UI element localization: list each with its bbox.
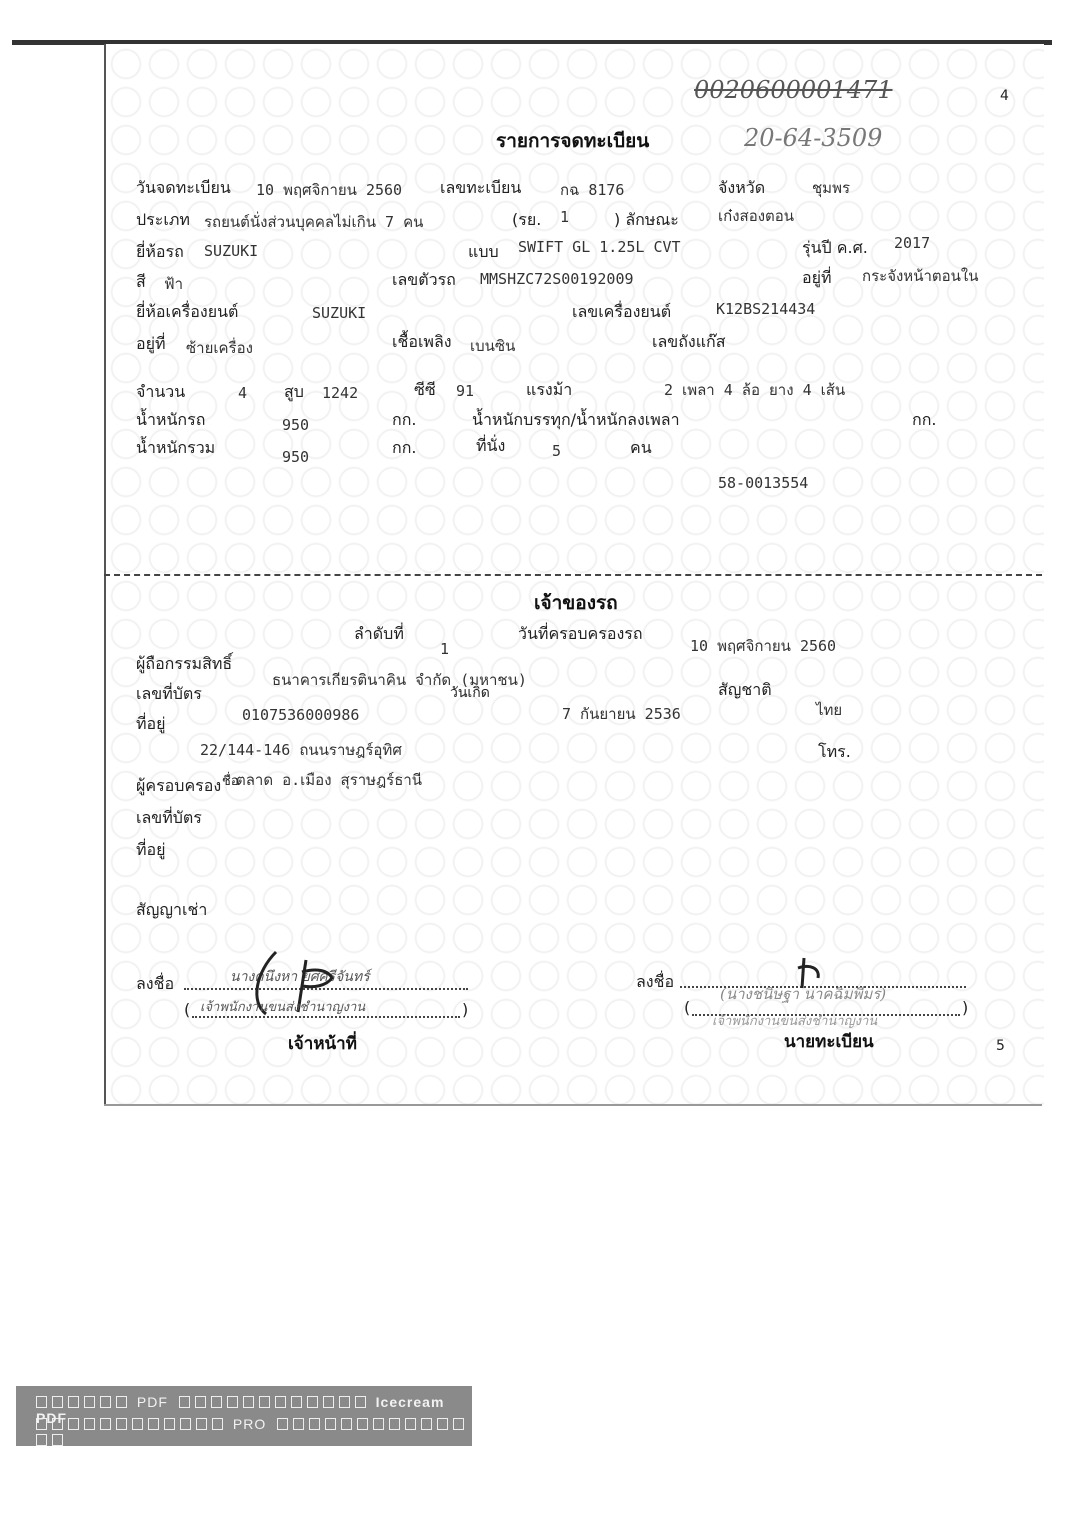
count-value: 4 [238,384,248,402]
color-value: ฟ้า [164,275,184,293]
holder-label: ผู้ถือกรรมสิทธิ์ [136,654,233,673]
right-paren-close: ) [962,998,969,1017]
gas-tank-label: เลขถังแก๊ส [652,332,726,351]
engine-no-value: K12BS214434 [716,300,816,318]
watermark-line-2 [36,1416,472,1448]
handwritten-date: 20-64-3509 [744,124,883,152]
engine-brand-label: ยี่ห้อเครื่องยนต์ [136,302,239,321]
province-label: จังหวัด [718,178,766,197]
icecream-watermark [16,1386,472,1446]
gross-weight-label: น้ำหนักรวม [136,438,216,457]
year-value: 2017 [894,234,931,252]
right-paren-open: ( [684,998,691,1017]
kg-label-3: กก. [392,438,417,457]
count-label: จำนวน [136,382,186,401]
color-label: สี [136,272,146,291]
occupant-address-label: ที่อยู่ [136,840,166,859]
engine-location-value: ซ้ายเครื่อง [186,339,253,357]
vin-location-value: กระจังหน้าตอนใน [862,267,979,285]
fuel-value: เบนซิน [470,337,516,355]
year-label: รุ่นปี ค.ศ. [802,238,868,257]
right-signer-position: เจ้าพนักงานขนส่งชำนาญงาน [712,1014,878,1029]
watermark-pdf: PDF [136,1394,168,1410]
watermark-brand: Icecream PDF [36,1394,445,1426]
seq-value: 1 [440,640,450,658]
phone-label: โทร. [818,742,851,761]
style-value: เก๋งสองตอน [718,207,795,225]
right-signer-name: (นางชนิษฐา นาคฉิมพีมร) [720,985,887,1003]
occupant-label: ผู้ครอบครอง [136,776,222,795]
brand-label: ยี่ห้อรถ [136,242,184,261]
seats-value: 5 [552,442,562,460]
left-signer-name: นางคนึงหา ยศศรีจันทร์ [230,969,370,985]
cylinder-label: สูบ [284,382,304,401]
load-weight-label: น้ำหนักบรรทุก/น้ำหนักลงเพลา [472,410,680,429]
page-number-top: 4 [1000,88,1009,104]
lease-contract-label: สัญญาเช่า [136,900,208,919]
address-line-2: ตลาด อ.เมือง สุราษฎร์ธานี [236,771,423,789]
plate-label: เลขทะเบียน [440,178,522,197]
occupant-name-label: ชื่อ [222,774,239,789]
vin-value: MMSHZC72S00192009 [480,270,634,288]
horsepower-label: แรงม้า [526,380,573,399]
vin-label: เลขตัวรถ [392,270,456,289]
style-label: ) ลักษณะ [614,210,679,229]
kg-label-2: กก. [912,410,937,429]
type-label: ประเภท [136,210,190,229]
plate-value: กฉ 8176 [560,181,625,199]
weight-value: 950 [282,416,310,434]
province-value: ชุมพร [812,179,851,197]
model-value: SWIFT GL 1.25L CVT [518,238,681,256]
left-paren-close: ) [462,1000,469,1019]
model-label: แบบ [468,242,499,261]
type-value: รถยนต์นั่งส่วนบุคคลไม่เกิน 7 คน [204,213,424,231]
left-sign-label: ลงชื่อ [136,974,175,993]
id-card-label: เลขที่บัตร [136,684,202,703]
left-signer-role: เจ้าหน้าที่ [288,1034,357,1054]
cc-value: 91 [456,382,475,400]
axle-text: 2 เพลา 4 ล้อ ยาง 4 เส้น [664,381,846,399]
cc-label: ซีซี [414,380,436,399]
seats-unit: คน [630,438,652,457]
occupant-id-label: เลขที่บัตร [136,808,202,827]
birth-label: วันเกิด [450,685,490,701]
engine-no-label: เลขเครื่องยนต์ [572,302,672,321]
id-card-value: 0107536000986 [242,706,360,724]
address-label: ที่อยู่ [136,714,166,733]
left-signer-position: เจ้าพนักงานขนส่งชำนาญงาน [200,1000,366,1015]
address-line-1: 22/144-146 ถนนราษฎร์อุทิศ [200,741,402,759]
engine-location-label: อยู่ที่ [136,334,166,353]
watermark-pro: PRO [232,1416,267,1432]
weight-label: น้ำหนักรถ [136,410,206,429]
seq-label: ลำดับที่ [354,624,404,643]
brand-value: SUZUKI [204,242,259,260]
document-number: 0020600001471 [694,76,893,104]
kg-label-1: กก. [392,410,417,429]
seats-label: ที่นั่ง [476,436,506,455]
reg-date-value: 10 พฤศจิกายน 2560 [256,181,403,199]
owner-section-title: เจ้าของรถ [534,592,618,614]
reg-date-label: วันจดทะเบียน [136,178,231,197]
gross-weight-value: 950 [282,448,310,466]
possession-date-label: วันที่ครอบครองรถ [518,624,643,643]
cylinder-value: 1242 [322,384,359,402]
ry-label: (รย. [512,210,542,229]
ry-value: 1 [560,208,570,226]
holder-name: ธนาคารเกียรตินาคิน จำกัด (มหาชน) [272,671,527,689]
nationality-label: สัญชาติ [718,680,772,699]
right-signature-mark [790,954,830,994]
left-paren-open: ( [184,1000,191,1019]
page-title: รายการจดทะเบียน [496,130,650,152]
birth-value: 7 กันยายน 2536 [562,705,681,723]
nationality-value: ไทย [816,701,843,719]
perforation-line [104,574,1042,576]
right-sign-label: ลงชื่อ [636,972,675,991]
page-number-bottom: 5 [996,1038,1005,1054]
right-signer-role: นายทะเบียน [784,1032,874,1052]
vin-location-label: อยู่ที่ [802,268,832,287]
reference-number: 58-0013554 [718,474,809,492]
scan-bottom-edge [104,1104,1042,1106]
engine-brand-value: SUZUKI [312,304,367,322]
possession-date-value: 10 พฤศจิกายน 2560 [690,637,837,655]
fuel-label: เชื้อเพลิง [392,332,452,351]
